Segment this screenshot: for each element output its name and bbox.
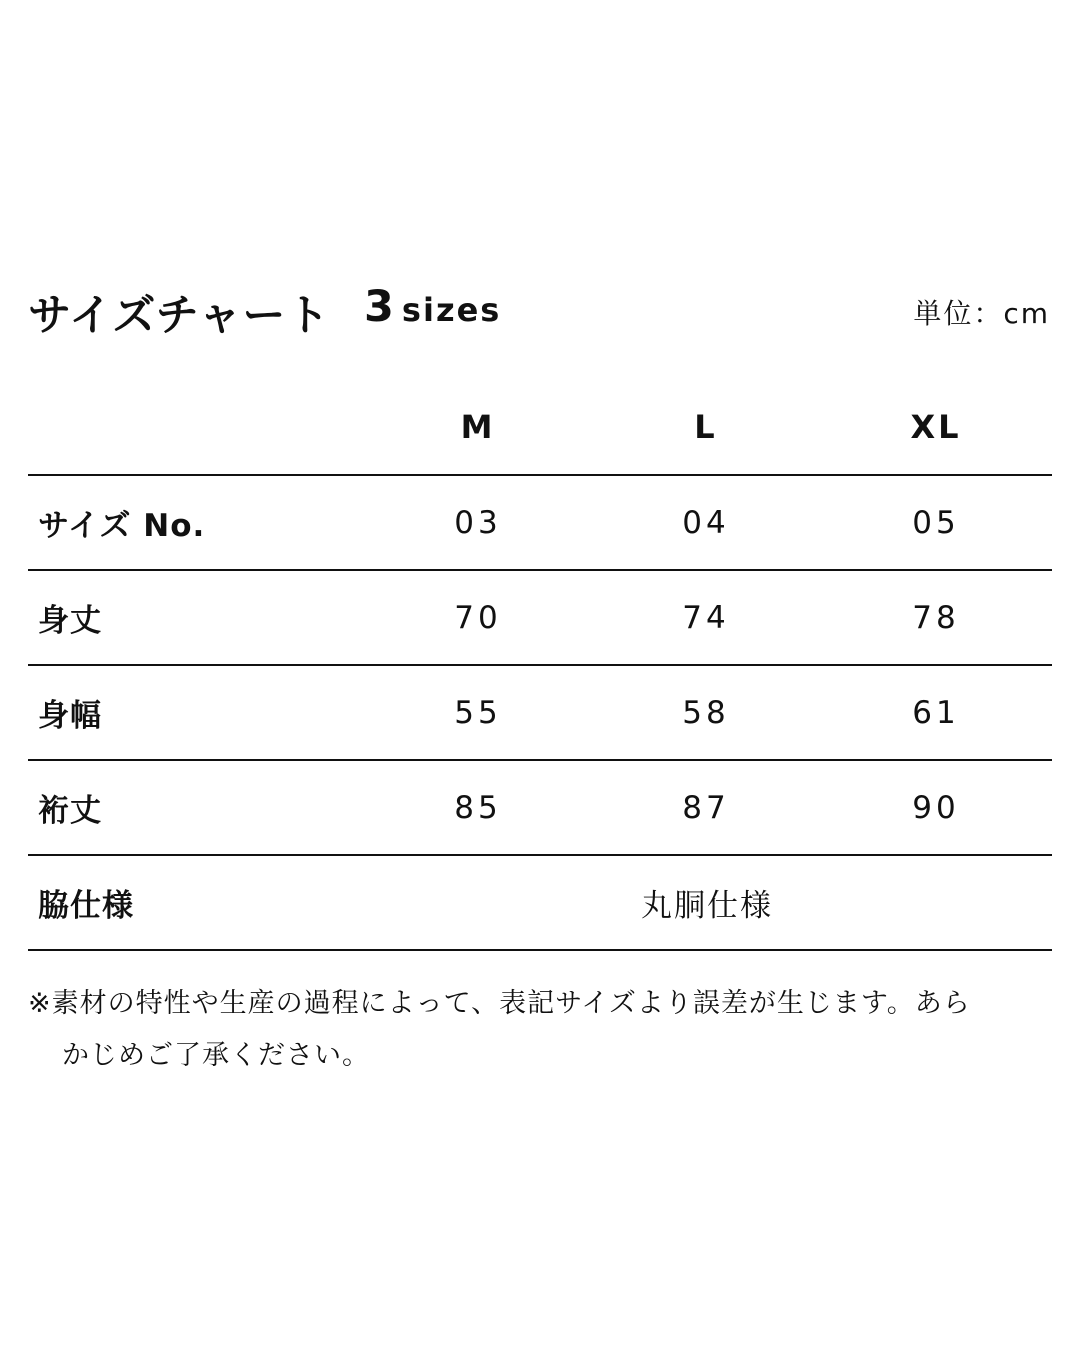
table-cell: 74 [682, 599, 730, 636]
row-label-body-length: 身丈 [38, 603, 102, 639]
row-label-side-spec: 脇仕様 [38, 888, 134, 924]
table-cell: 70 [454, 599, 502, 636]
table-row [28, 474, 1052, 569]
table-cell: 78 [912, 599, 960, 636]
size-count [364, 282, 501, 332]
table-row [28, 854, 1052, 951]
disclaimer-note [28, 978, 1038, 1082]
table-row [28, 759, 1052, 854]
table-cell: 55 [454, 694, 502, 731]
row-label-body-width: 身幅 [38, 698, 102, 734]
column-header-xl: XL [910, 408, 962, 446]
size-table [28, 380, 1052, 951]
table-cell: 85 [454, 789, 502, 826]
table-cell: 03 [454, 504, 502, 541]
size-count-word: sizes [401, 291, 502, 329]
table-cell: 05 [912, 504, 960, 541]
size-count-number: 3 [364, 282, 394, 332]
table-cell: 04 [682, 504, 730, 541]
row-label-size-no: サイズ No. [38, 508, 206, 544]
table-row [28, 664, 1052, 759]
column-header-m: M [460, 408, 496, 446]
table-cell: 58 [682, 694, 730, 731]
side-spec-value: 丸胴仕様 [641, 888, 773, 924]
table-row [28, 569, 1052, 664]
table-cell: 61 [912, 694, 960, 731]
row-label-sleeve-length: 裄丈 [38, 793, 102, 829]
column-header-l: L [694, 408, 718, 446]
unit-label: 単位：cm [913, 297, 1050, 330]
disclaimer-line-2: かじめご了承ください。 [62, 1040, 370, 1071]
table-cell: 90 [912, 789, 960, 826]
page-title: サイズチャート [28, 291, 331, 341]
table-cell: 87 [682, 789, 730, 826]
table-header-row [28, 380, 1052, 474]
disclaimer-line-1: ※素材の特性や生産の過程によって、表記サイズより誤差が生じます。あら [28, 988, 971, 1019]
